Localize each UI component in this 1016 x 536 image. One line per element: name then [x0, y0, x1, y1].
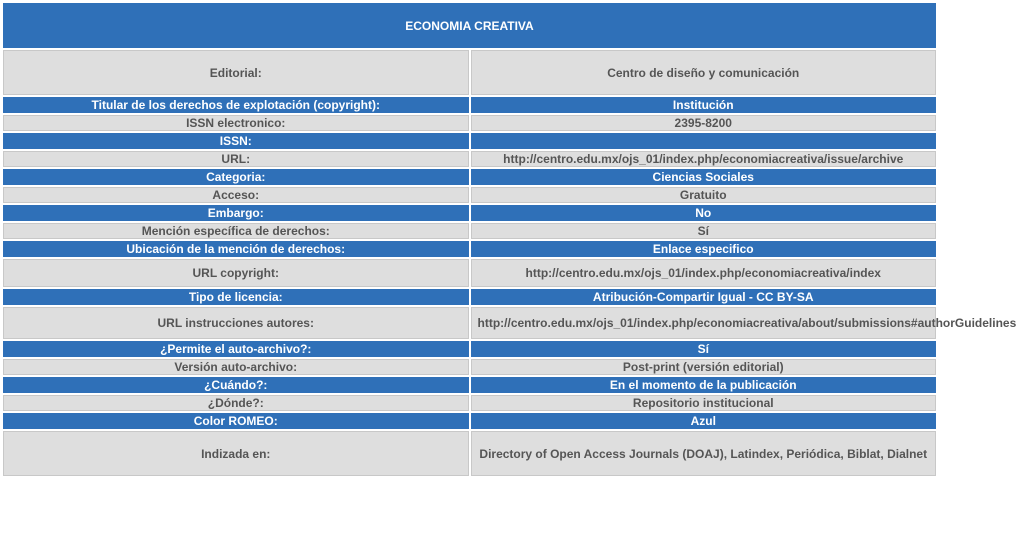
row-value: Gratuito [471, 187, 937, 203]
row-label: ¿Permite el auto-archivo?: [3, 341, 469, 357]
row-label: Ubicación de la mención de derechos: [3, 241, 469, 257]
row-value: No [471, 205, 937, 221]
table-row-self-archiving [3, 341, 936, 357]
row-value: Directory of Open Access Journals (DOAJ), Latindex, Periódica, Biblat, Dialnet [471, 431, 937, 476]
row-label: URL copyright: [3, 259, 469, 287]
row-value [471, 133, 937, 149]
table-row-author-instructions [3, 307, 936, 339]
row-value: Institución [471, 97, 937, 113]
row-label: Categoria: [3, 169, 469, 185]
page-title: ECONOMIA CREATIVA [3, 3, 936, 48]
row-label: ¿Cuándo?: [3, 377, 469, 393]
table-row-where [3, 395, 936, 411]
row-label: ¿Dónde?: [3, 395, 469, 411]
row-value: Centro de diseño y comunicación [471, 50, 937, 95]
row-label: Titular de los derechos de explotación (copyright): [3, 97, 469, 113]
table-row-when [3, 377, 936, 393]
row-value: Ciencias Sociales [471, 169, 937, 185]
row-value: Atribución-Compartir Igual - CC BY-SA [471, 289, 937, 305]
table-row-access [3, 187, 936, 203]
row-value: Sí [471, 341, 937, 357]
table-row-indexed-in [3, 431, 936, 476]
row-value: Sí [471, 223, 937, 239]
table-row-copyright-url [3, 259, 936, 287]
row-label: Tipo de licencia: [3, 289, 469, 305]
table-row-url [3, 151, 936, 167]
table-row-romeo-color [3, 413, 936, 429]
row-label: Mención específica de derechos: [3, 223, 469, 239]
row-label: Embargo: [3, 205, 469, 221]
journal-info-table [1, 1, 1016, 478]
row-value: Post-print (versión editorial) [471, 359, 937, 375]
row-label: Color ROMEO: [3, 413, 469, 429]
row-value: En el momento de la publicación [471, 377, 937, 393]
table-row-copyright-holder [3, 97, 936, 113]
row-value: Repositorio institucional [471, 395, 937, 411]
row-label: ISSN: [3, 133, 469, 149]
row-label: Indizada en: [3, 431, 469, 476]
table-row-rights-mention [3, 223, 936, 239]
row-value: http://centro.edu.mx/ojs_01/index.php/economiacreativa/index [471, 259, 937, 287]
row-label: Editorial: [3, 50, 469, 95]
row-value: Azul [471, 413, 937, 429]
table-row-embargo [3, 205, 936, 221]
row-label: ISSN electronico: [3, 115, 469, 131]
table-row-license-type [3, 289, 936, 305]
row-value: 2395-8200 [471, 115, 937, 131]
table-row-editorial [3, 50, 936, 95]
row-label: URL instrucciones autores: [3, 307, 469, 339]
table-row-issn [3, 133, 936, 149]
row-value: http://centro.edu.mx/ojs_01/index.php/economiacreativa/about/submissions#authorGuidelines [471, 307, 937, 339]
row-label: Acceso: [3, 187, 469, 203]
row-label: URL: [3, 151, 469, 167]
table-row-issn-electronic [3, 115, 936, 131]
row-label: Versión auto-archivo: [3, 359, 469, 375]
title-row [3, 3, 936, 48]
table-row-archive-version [3, 359, 936, 375]
table-row-category [3, 169, 936, 185]
row-value: Enlace especifico [471, 241, 937, 257]
table-row-rights-location [3, 241, 936, 257]
row-value: http://centro.edu.mx/ojs_01/index.php/economiacreativa/issue/archive [471, 151, 937, 167]
